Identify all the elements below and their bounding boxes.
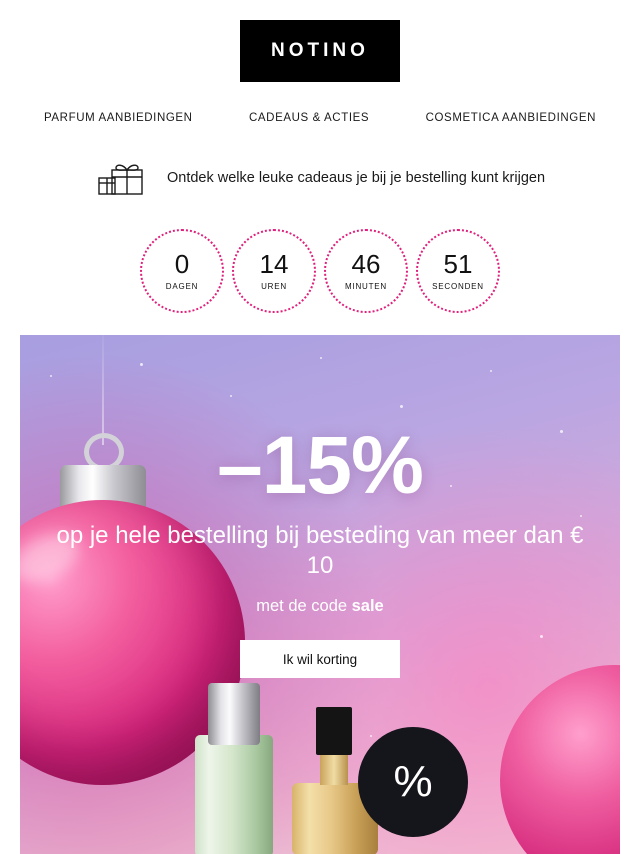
nav-item-cosmetica[interactable]: COSMETICA AANBIEDINGEN — [425, 112, 596, 124]
countdown-days-value: 0 — [174, 249, 190, 279]
countdown-days-label: DAGEN — [165, 282, 199, 291]
countdown-minutes-label: MINUTEN — [344, 282, 388, 291]
product-bottle-green — [195, 735, 273, 854]
countdown-hours — [232, 229, 316, 313]
promo-code-prefix: met de code — [256, 597, 352, 615]
countdown-timer — [0, 229, 640, 313]
primary-navigation — [0, 112, 640, 124]
countdown-hours-value: 14 — [259, 249, 289, 279]
discount-headline: –15% — [217, 420, 423, 511]
product-bottle-gold-neck — [320, 751, 348, 785]
percent-badge: % — [358, 727, 468, 837]
countdown-minutes — [324, 229, 408, 313]
countdown-seconds — [416, 229, 500, 313]
brand-logo[interactable]: NOTINO — [240, 20, 400, 82]
countdown-minutes-value: 46 — [351, 249, 381, 279]
nav-item-parfum[interactable]: PARFUM AANBIEDINGEN — [44, 112, 193, 124]
promo-code-value: sale — [351, 597, 384, 615]
hero-banner — [20, 335, 620, 854]
hero-subheadline: op je hele bestelling bij besteding van meer dan € 10 — [56, 522, 584, 579]
gift-banner-text: Ontdek welke leuke cadeaus je bij je bestelling kunt krijgen — [166, 169, 546, 186]
logo-container — [0, 0, 640, 82]
countdown-seconds-label: SECONDEN — [432, 282, 484, 291]
countdown-seconds-value: 51 — [443, 249, 473, 279]
gift-banner[interactable] — [0, 154, 640, 203]
gift-icon — [95, 154, 149, 203]
countdown-hours-label: UREN — [261, 282, 287, 291]
product-bottle-gold-cap — [316, 707, 352, 755]
cta-button[interactable]: Ik wil korting — [240, 640, 400, 678]
promo-code-line — [20, 597, 620, 616]
nav-item-cadeaus[interactable]: CADEAUS & ACTIES — [249, 112, 370, 124]
countdown-days — [140, 229, 224, 313]
product-bottle-green-cap — [208, 683, 260, 745]
